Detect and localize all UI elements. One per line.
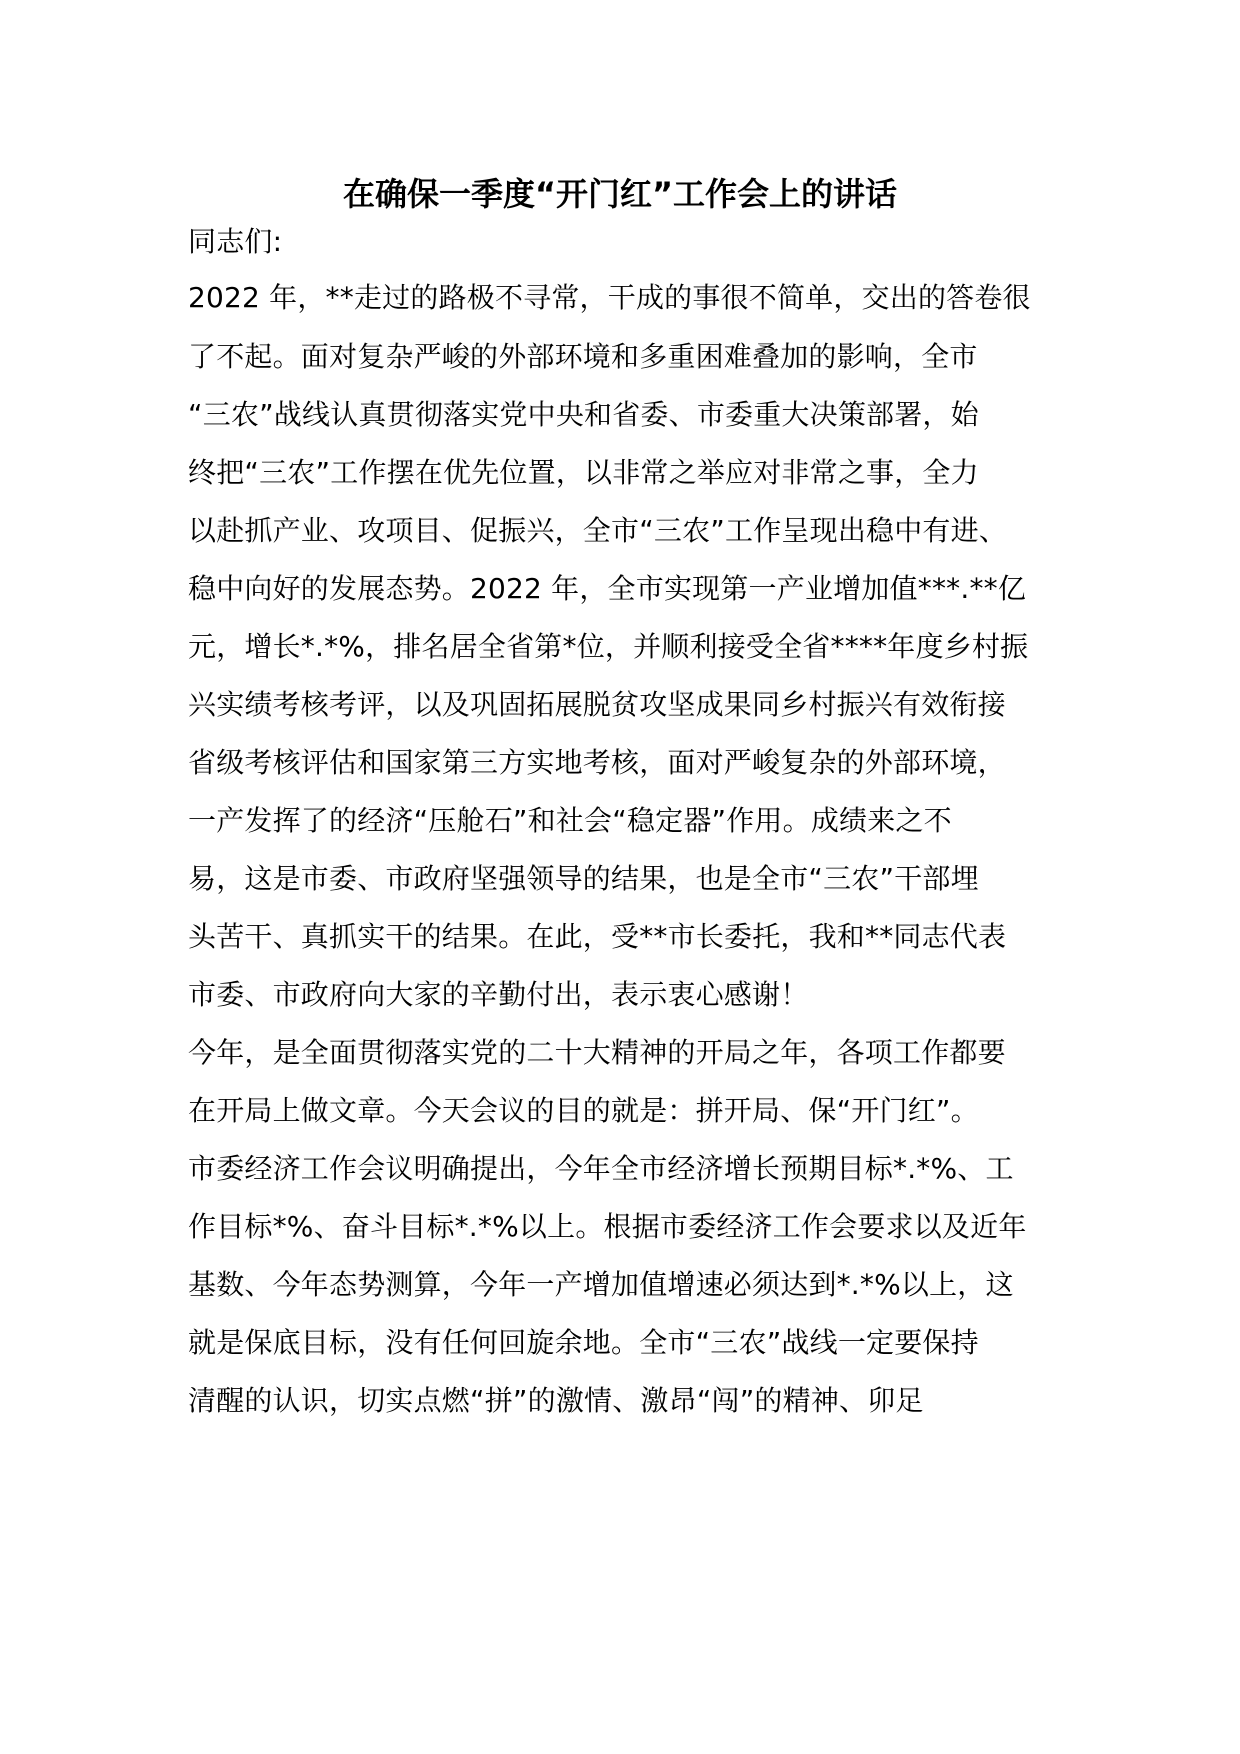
- paragraph-line: 作目标*%、奋斗目标*.*%以上。根据市委经济工作会要求以及近年: [188, 1210, 1027, 1243]
- paragraph-line: 清醒的认识，切实点燃“拼”的激情、激昂“闯”的精神、卯足: [188, 1384, 924, 1417]
- paragraph-line: 以赴抓产业、攻项目、促振兴，全市“三农”工作呈现出稳中有进、: [188, 514, 1008, 547]
- paragraph-line: 兴实绩考核考评，以及巩固拓展脱贫攻坚成果同乡村振兴有效衔接: [188, 688, 1006, 721]
- paragraph-line: 就是保底目标，没有任何回旋余地。全市“三农”战线一定要保持: [188, 1326, 979, 1359]
- paragraph-line: 头苦干、真抓实干的结果。在此，受**市长委托，我和**同志代表: [188, 920, 1007, 953]
- document-title: 在确保一季度“开门红”工作会上的讲话: [342, 175, 898, 213]
- paragraph-line: 今年，是全面贯彻落实党的二十大精神的开局之年，各项工作都要: [188, 1036, 1006, 1069]
- paragraph-line: 市委经济工作会议明确提出，今年全市经济增长预期目标*.*%、工: [188, 1152, 1014, 1185]
- paragraph-line: 市委、市政府向大家的辛勤付出，表示衷心感谢！: [188, 978, 809, 1011]
- paragraph-line: 稳中向好的发展态势。2022 年，全市实现第一产业增加值***.**亿: [188, 572, 1027, 605]
- paragraph-line: 终把“三农”工作摆在优先位置，以非常之举应对非常之事，全力: [188, 456, 979, 489]
- paragraph-line: “三农”战线认真贯彻落实党中央和省委、市委重大决策部署，始: [188, 398, 979, 431]
- paragraph-line: 元，增长*.*%，排名居全省第*位，并顺利接受全省****年度乡村振: [188, 630, 1029, 663]
- paragraph-line: 在开局上做文章。今天会议的目的就是：拼开局、保“开门红”。: [188, 1094, 979, 1127]
- salutation: 同志们:: [188, 225, 283, 258]
- paragraph-line: 2022 年，**走过的路极不寻常，干成的事很不简单，交出的答卷很: [188, 281, 1031, 314]
- paragraph-line: 了不起。面对复杂严峻的外部环境和多重困难叠加的影响，全市: [188, 340, 978, 373]
- paragraph-line: 一产发挥了的经济“压舱石”和社会“稳定器”作用。成绩来之不: [188, 804, 952, 837]
- paragraph-line: 基数、今年态势测算，今年一产增加值增速必须达到*.*%以上，这: [188, 1268, 1014, 1301]
- paragraph-line: 易，这是市委、市政府坚强领导的结果，也是全市“三农”干部埋: [188, 862, 979, 895]
- paragraph-line: 省级考核评估和国家第三方实地考核，面对严峻复杂的外部环境，: [188, 746, 1006, 779]
